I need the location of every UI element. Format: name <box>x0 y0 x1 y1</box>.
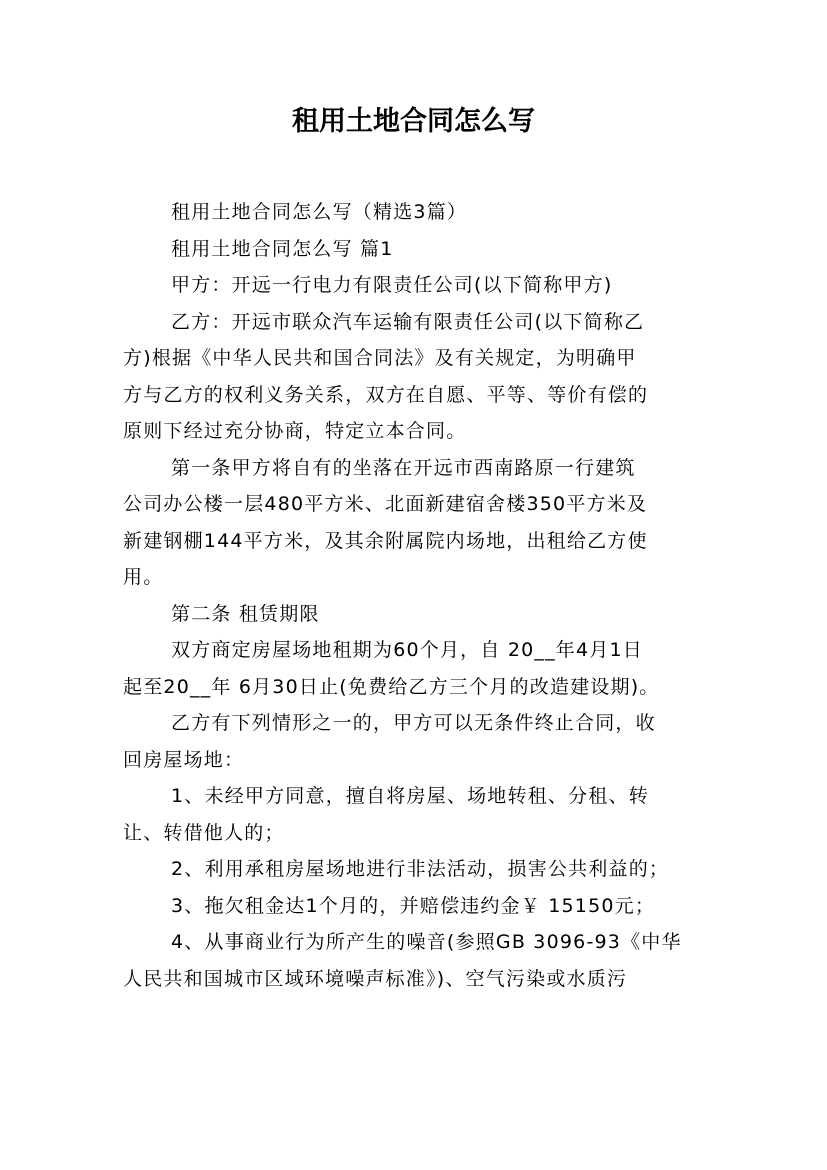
text-line: 乙方有下列情形之一的，甲方可以无条件终止合同，收 <box>171 712 656 734</box>
text-line: 让、转借他人的； <box>123 821 285 844</box>
text-line: 1、未经甲方同意，擅自将房屋、场地转租、分租、转 <box>171 785 649 807</box>
document-body <box>123 194 713 997</box>
document-title: 租用土地合同怎么写 <box>292 106 535 137</box>
text-line: 方与乙方的权利义务关系，双方在自愿、平等、等价有偿的 <box>123 383 649 406</box>
text-line: 3、拖欠租金达1个月的，并赔偿违约金￥ 15150元； <box>171 894 656 917</box>
text-line: 用。 <box>123 566 164 588</box>
text-line: 起至20__年 6月30日止(免费给乙方三个月的改造建设期)。 <box>123 675 660 698</box>
text-line: 原则下经过充分协商，特定立本合同。 <box>123 420 467 442</box>
text-line: 租用土地合同怎么写 篇1 <box>171 237 394 260</box>
text-line: 新建钢棚144平方米，及其余附属院内场地，出租给乙方使 <box>123 529 648 552</box>
text-line: 公司办公楼一层480平方米、北面新建宿舍楼350平方米及 <box>123 493 648 515</box>
text-line: 第二条 租赁期限 <box>171 602 320 625</box>
text-line: 乙方：开远市联众汽车运输有限责任公司(以下简称乙 <box>171 310 645 333</box>
text-line: 人民共和国城市区域环境噪声标准》)、空气污染或水质污 <box>123 967 628 990</box>
text-line: 4、从事商业行为所产生的噪音(参照GB 3096-93《中华 <box>171 931 682 953</box>
text-line: 甲方：开远一行电力有限责任公司(以下简称甲方) <box>171 274 613 296</box>
text-line: 方)根据《中华人民共和国合同法》及有关规定，为明确甲 <box>123 347 637 369</box>
text-line: 租用土地合同怎么写（精选3篇） <box>171 201 468 223</box>
text-line: 双方商定房屋场地租期为60个月，自 20__年4月1日 <box>171 639 643 661</box>
text-line: 2、利用承租房屋场地进行非法活动，损害公共利益的； <box>171 858 670 880</box>
text-line: 回房屋场地： <box>123 748 245 771</box>
text-line: 第一条甲方将自有的坐落在开远市西南路原一行建筑 <box>171 456 636 479</box>
